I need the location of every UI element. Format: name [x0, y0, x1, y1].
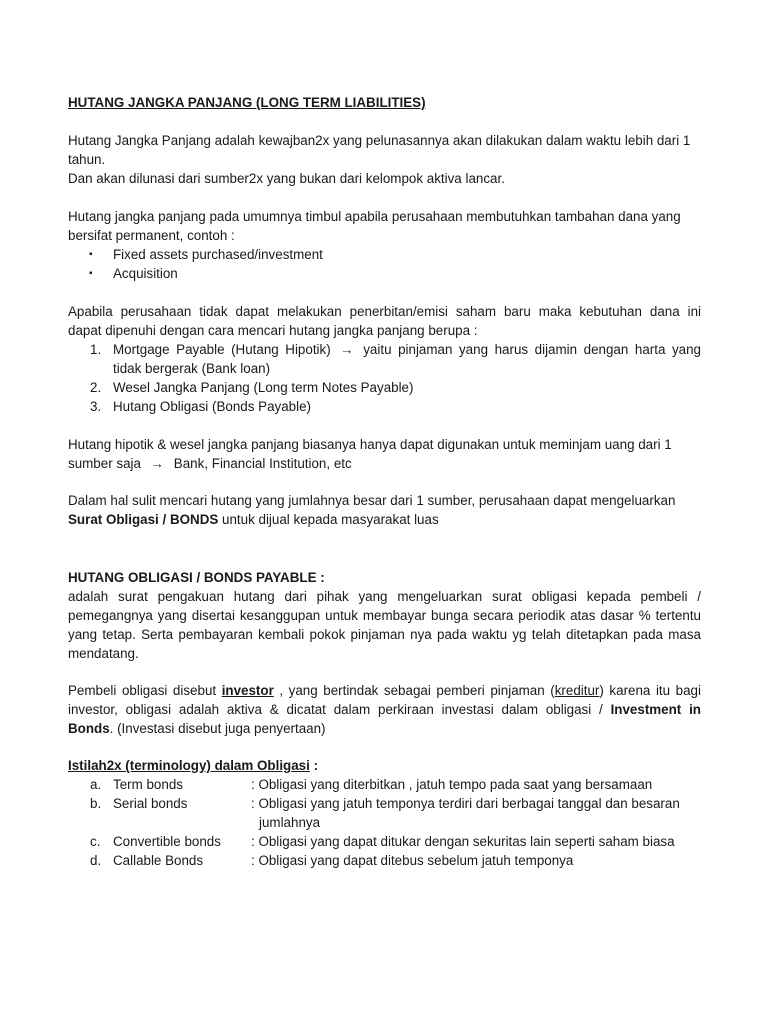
- list-number: 2.: [90, 380, 102, 395]
- sulit-line: untuk dijual kepada masyarakat luas: [218, 512, 439, 527]
- list-item-text: Fixed assets purchased/investment: [113, 247, 323, 262]
- term-row: [68, 851, 701, 870]
- hutang-type-list: [68, 340, 701, 416]
- pembeli-paragraph: [68, 681, 701, 738]
- sulit-paragraph: [68, 491, 701, 529]
- bonds-section: [68, 568, 701, 663]
- bullet-icon: ▪: [89, 268, 93, 279]
- apabila-line: Apabila perusahaan tidak dapat melakukan penerbitan/emisi saham baru maka kebutuhan dana ini: [68, 304, 701, 319]
- intro-line: tahun.: [68, 152, 106, 167]
- list-number: 1.: [90, 342, 102, 357]
- sulit-line: Dalam hal sulit mencari hutang yang jumlahnya besar dari 1 sumber, perusahaan dapat mengeluarkan: [68, 493, 676, 508]
- list-item: [68, 397, 701, 416]
- bonds-line: yang tetap. Serta pembayaran kembali pokok pinjaman nya pada waktu yg telah ditetapkan pada masa: [68, 627, 701, 642]
- term-desc: : Obligasi yang dapat ditebus sebelum jatuh temponya: [251, 853, 574, 868]
- apabila-line: dapat dipenuhi dengan cara mencari hutang jangka panjang berupa :: [68, 323, 478, 338]
- list-item-text: Mortgage Payable (Hutang Hipotik): [113, 342, 331, 357]
- list-item: [68, 378, 701, 397]
- term-name: Callable Bonds: [113, 853, 204, 868]
- list-item-text: Wesel Jangka Panjang (Long term Notes Payable): [113, 380, 414, 395]
- kreditur-term: kreditur: [554, 683, 600, 698]
- term-name: Convertible bonds: [113, 834, 221, 849]
- hipotik-paragraph: [68, 435, 701, 473]
- pembeli-text: investor, obligasi adalah aktiva & dicatat dalam perkiraan investasi dalam obligasi /: [68, 702, 611, 717]
- term-name: Serial bonds: [113, 796, 188, 811]
- list-item-text: Hutang Obligasi (Bonds Payable): [113, 399, 311, 414]
- apabila-paragraph: [68, 302, 701, 340]
- example-bullet-list: [68, 245, 701, 283]
- list-item-text: tidak bergerak (Bank loan): [113, 361, 271, 376]
- bonds-emphasis: Surat Obligasi / BONDS: [68, 512, 219, 527]
- list-item: [68, 264, 701, 283]
- investor-term: investor: [221, 683, 274, 698]
- pembeli-text: ) karena itu bagi: [599, 683, 701, 698]
- pembeli-text: Pembeli obligasi disebut: [68, 683, 222, 698]
- timbul-line: Hutang jangka panjang pada umumnya timbul apabila perusahaan membutuhkan tambahan dana yang: [68, 209, 681, 224]
- term-row: [68, 832, 701, 851]
- intro-line: Hutang Jangka Panjang adalah kewajban2x yang pelunasannya akan dilakukan dalam waktu lebih dari 1: [68, 133, 691, 148]
- bonds-line: pemegangnya yang disertai kesanggupan untuk membayar bunga secara periodik atas dasar % tertentu: [68, 608, 701, 623]
- list-item: [68, 340, 701, 378]
- term-row: [68, 775, 701, 794]
- term-name: Term bonds: [113, 777, 183, 792]
- list-item-text: Acquisition: [113, 266, 178, 281]
- istilah-heading: [68, 756, 701, 775]
- list-number: 3.: [90, 399, 102, 414]
- term-letter: b.: [90, 796, 102, 811]
- arrow-icon: →: [150, 456, 165, 471]
- term-desc: : Obligasi yang diterbitkan , jatuh tempo pada saat yang bersamaan: [251, 777, 653, 792]
- section-heading: Istilah2x (terminology) dalam Obligasi: [68, 758, 310, 773]
- arrow-icon: →: [340, 342, 354, 357]
- document-title: HUTANG JANGKA PANJANG (LONG TERM LIABILITIES): [68, 95, 426, 110]
- term-desc: : Obligasi yang dapat ditukar dengan sekuritas lain seperti saham biasa: [251, 834, 675, 849]
- term-letter: c.: [90, 834, 101, 849]
- term-desc: : Obligasi yang jatuh temponya terdiri dari berbagai tanggal dan besaran: [251, 796, 680, 811]
- term-row: [68, 794, 701, 832]
- pembeli-text: . (Investasi disebut juga penyertaan): [109, 721, 326, 736]
- section-heading: HUTANG OBLIGASI / BONDS PAYABLE :: [68, 570, 325, 585]
- intro-paragraph: [68, 131, 701, 188]
- list-item: [68, 245, 701, 264]
- bonds-line: adalah surat pengakuan hutang dari pihak yang mengeluarkan surat obligasi kepada pembeli /: [68, 589, 701, 604]
- bonds-line: mendatang.: [68, 646, 139, 661]
- terminology-list: [68, 775, 701, 870]
- bullet-icon: ▪: [89, 249, 93, 260]
- hipotik-line: sumber saja: [68, 456, 141, 471]
- investment-term: Investment in: [610, 702, 701, 717]
- term-letter: d.: [90, 853, 102, 868]
- list-item-text: yaitu pinjaman yang harus dijamin dengan harta yang: [363, 342, 701, 357]
- hipotik-line: Hutang hipotik & wesel jangka panjang biasanya hanya dapat digunakan untuk meminjam uang dari 1: [68, 437, 672, 452]
- timbul-line: bersifat permanent, contoh :: [68, 228, 235, 243]
- timbul-paragraph: [68, 207, 701, 245]
- hipotik-line: Bank, Financial Institution, etc: [173, 456, 352, 471]
- intro-line: Dan akan dilunasi dari sumber2x yang bukan dari kelompok aktiva lancar.: [68, 171, 505, 186]
- bonds-term: Bonds: [68, 721, 110, 736]
- section-heading-colon: :: [309, 758, 319, 773]
- term-letter: a.: [90, 777, 102, 792]
- pembeli-text: , yang bertindak sebagai pemberi pinjaman (: [273, 683, 555, 698]
- term-desc-continued: jumlahnya: [259, 815, 321, 830]
